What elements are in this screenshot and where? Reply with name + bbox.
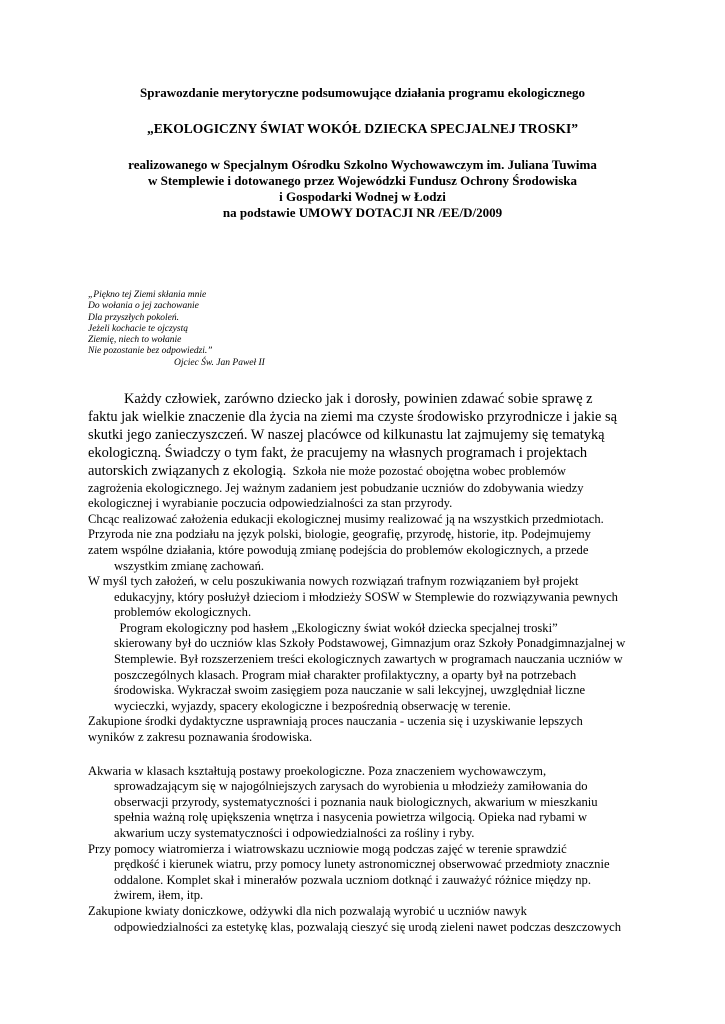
text-line: Zakupione środki dydaktyczne usprawniają proces nauczania - uczenia się i uzyskiwanie lepszych — [88, 714, 583, 729]
text-line: Każdy człowiek, zarówno dziecko jak i dorosły, powinien zdawać sobie sprawę z — [88, 391, 593, 407]
poem-line: „Piękno tej Ziemi skłania mnie — [88, 290, 207, 300]
text-line: prędkość i kierunek wiatru, przy pomocy lunety astronomicznej obserwować przedmioty znacznie — [114, 857, 610, 872]
paragraph — [88, 512, 648, 574]
text-line: Program ekologiczny pod hasłem „Ekologiczny świat wokół dziecka specjalnej troski” — [88, 620, 558, 635]
realization-line: w Stemplewie i dotowanego przez Wojewódzki Fundusz Ochrony Środowiska — [147, 173, 578, 188]
text-line: skierowany był do uczniów klas Szkoły Podstawowej, Gimnazjum oraz Szkoły Ponadgimnazjalnej w — [114, 636, 626, 651]
paragraph — [88, 574, 648, 621]
poem-line: Do wołania o jej zachowanie — [88, 301, 199, 312]
text-line: ekologicznej i wyrabianie poczucia odpowiedzialności za stan przyrody. — [88, 496, 453, 511]
text-line: faktu jak wielkie znaczenie dla życia na ziemi ma czyste środowisko przyrodnicze i jakie są — [88, 408, 618, 425]
program-name: „EKOLOGICZNY ŚWIAT WOKÓŁ DZIECKA SPECJALNEJ TROSKI” — [147, 121, 578, 136]
poem-line: Nie pozostanie bez odpowiedzi.” — [88, 346, 213, 357]
text-span: Szkoła nie może pozostać obojętna wobec problemów — [292, 463, 566, 478]
text-line: edukacyjny, który posłużył dzieciom i młodzieży SOSW w Stemplewie do rozwiązywania pewnych — [114, 589, 618, 604]
text-line: ekologiczną. Świadczy o tym fakt, że pracujemy na własnych programach i projektach — [88, 444, 588, 461]
text-line: zatem wspólne działania, które powodują zmianę podejścia do problemów ekologicznych, a przede — [88, 542, 589, 557]
poem-line: Dla przyszłych pokoleń. — [88, 312, 180, 323]
text-line: Przy pomocy wiatromierza i wiatrowskazu uczniowie mogą podczas zajęć w terenie sprawdzić — [88, 841, 567, 856]
text-line — [88, 463, 648, 481]
realization-line: realizowanego w Specjalnym Ośrodku Szkolno Wychowawczym im. Juliana Tuwima — [128, 157, 597, 172]
paragraph — [88, 621, 648, 715]
text-line: żwirem, iłem, itp. — [114, 888, 204, 903]
paragraph-intro — [88, 391, 648, 512]
text-line: spełnia ważną rolę upiększenia wnętrza i nasycenia powietrza wilgocią. Opieka nad rybami w — [114, 810, 588, 825]
text-line: Chcąc realizować założenia edukacji ekologicznej musimy realizować ją na wszystkich przedmiotach. — [88, 511, 604, 526]
text-line: wyników z zakresu poznawania środowiska. — [88, 730, 313, 745]
text-line: środowiska. Wykraczał swoim zasięgiem poza nauczanie w sali lekcyjnej, uwzględniał liczne — [114, 683, 586, 698]
paragraph — [88, 714, 648, 745]
text-line: akwarium uczy systematyczności i odpowiedzialności za rośliny i ryby. — [114, 826, 475, 840]
paragraph-gap — [88, 746, 648, 764]
text-line: Akwaria w klasach kształtują postawy proekologiczne. Poza znaczeniem wychowawczym, — [88, 763, 547, 778]
text-line: wycieczki, wyjazdy, spacery ekologiczne i bezpośrednią obserwację w terenie. — [114, 698, 511, 713]
document-header — [60, 85, 665, 221]
poem-author: Ojciec Św. Jan Paweł II — [174, 357, 265, 368]
text-line: Przyroda nie zna podziału na język polski, biologie, geografię, przyrodę, historie, itp. Podejmujemy — [88, 527, 591, 542]
text-line: W myśl tych założeń, w celu poszukiwania nowych rozwiązań trafnym rozwiązaniem był projekt — [88, 574, 579, 589]
text-line: obserwacji przyrody, systematyczności i poznania nauk biologicznych, akwarium w mieszkaniu — [114, 794, 598, 809]
text-line: problemów ekologicznych. — [114, 605, 252, 620]
text-line: Stemplewie. Był rozszerzeniem treści ekologicznych zawartych w programach nauczania uczniów w — [114, 652, 623, 667]
text-line: oddalone. Komplet skał i minerałów pozwala uczniom dotknąć i zauważyć różnice między np. — [114, 872, 591, 887]
text-span: autorskich związanych z ekologią. — [88, 462, 287, 479]
text-line: wszystkim zmianę zachowań. — [114, 558, 265, 573]
paragraph — [88, 842, 648, 904]
text-line: sprowadzającym się w najogólniejszych zarysach do wyrobienia u młodzieży zamiłowania do — [114, 779, 588, 794]
text-line: zagrożenia ekologicznego. Jej ważnym zadaniem jest pobudzanie uczniów do zdobywania wiedzy — [88, 480, 584, 495]
report-title: Sprawozdanie merytoryczne podsumowujące działania programu ekologicznego — [140, 85, 585, 100]
text-line: skutki jego zanieczyszczeń. W naszej placówce od kilkunastu lat zajmujemy się tematyką — [88, 426, 605, 443]
text-line: odpowiedzialności za estetykę klas, pozwalają cieszyć się urodą zieleni nawet podczas deszczowych — [114, 919, 622, 934]
paragraph — [88, 764, 648, 842]
paragraph — [88, 904, 648, 935]
realization-line: i Gospodarki Wodnej w Łodzi — [279, 189, 446, 204]
poem-line: Ziemię, niech to wołanie — [88, 335, 182, 346]
text-line: poszczególnych klasach. Program miał charakter profilaktyczny, a oparty był na potrzebach — [114, 667, 577, 682]
poem-line: Jeżeli kochacie te ojczystą — [88, 323, 188, 334]
poem-quote — [88, 290, 265, 369]
document-body — [88, 391, 648, 935]
text-line: Zakupione kwiaty doniczkowe, odżywki dla nich pozwalają wyrobić u uczniów nawyk — [88, 903, 527, 918]
realization-line: na podstawie UMOWY DOTACJI NR /EE/D/2009 — [222, 205, 503, 220]
